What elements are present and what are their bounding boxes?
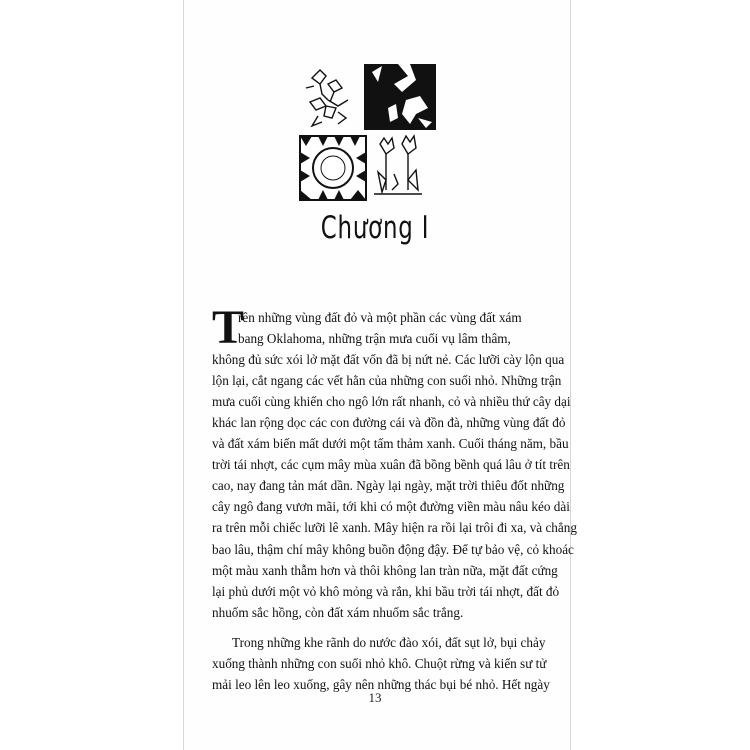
page-number: 13 [368, 690, 382, 705]
chapter-ornament-illustration [298, 62, 440, 202]
silhouette-block-icon [364, 64, 436, 130]
text-line: nhuốm sắc hồng, còn đất xám nhuốm sắc trắng. [212, 604, 464, 620]
paragraph-2 [212, 632, 550, 695]
text-line: cao, nay đang tản mát dần. Ngày lại ngày, mặt trời thiêu đốt những [212, 478, 565, 494]
text-line: lộn lại, cắt ngang các vết hằn của những con suối nhỏ. Những trận [212, 373, 562, 389]
text-line: và đất xám biến mất dưới một tấm thảm xanh. Cuối tháng năm, bầu [212, 436, 569, 452]
text-line: xuống thành những con suối nhỏ khô. Chuột rừng và kiến sư tử [212, 655, 547, 671]
text-line: ra trên mỗi chiếc lưỡi lê xanh. Mây hiện ra rồi lại trôi đi xa, và chẳng [212, 520, 577, 536]
text-line: mưa cuối cùng khiến cho ngô lớn rất nhanh, cỏ và nhiều thứ cây dại [212, 394, 571, 410]
text-line: mải leo lên leo xuống, gây nên những thác bụi bé nhỏ. Hết ngày [212, 676, 550, 692]
text-line: lại phủ dưới một vỏ khô mỏng và rắn, khi bầu trời tái nhợt, đất đỏ [212, 583, 560, 599]
text-line: một màu xanh thẫm hơn và thôi không lan tràn nữa, mặt đất cứng [212, 562, 558, 578]
drop-cap: T [212, 301, 245, 354]
text-line: cây ngô đang vươn mãi, tới khi có một đường viền màu nâu kéo dài [212, 499, 570, 515]
tulip-sketch-icon [374, 136, 422, 194]
sun-frame-icon [300, 136, 366, 200]
text-line: không đủ sức xói lở mặt đất vốn đã bị nứt nẻ. Các lưỡi cày lộn qua [212, 352, 565, 368]
text-line: bang Oklahoma, những trận mưa cuối vụ lâm thâm, [238, 331, 511, 347]
body-text [212, 301, 577, 695]
text-line: khác lan rộng dọc các con đường cái và đồn đà, những vùng đất đỏ [212, 415, 566, 431]
text-line: Trong những khe rãnh do nước đào xói, đất sụt lở, bụi chảy [232, 634, 546, 650]
text-line: bao lâu, thậm chí mây không buồn động đậy. Để tự bảo vệ, cỏ khoác [212, 541, 574, 557]
flower-sketch-icon [306, 70, 348, 126]
text-line: rên những vùng đất đỏ và một phần các vùng đất xám [238, 310, 522, 325]
chapter-title: Chương I [320, 210, 430, 246]
paragraph-1 [212, 301, 577, 623]
text-line: trời tái nhợt, các cụm mây mùa xuân đã bồng bềnh quá lâu ở tít trên [212, 457, 570, 473]
